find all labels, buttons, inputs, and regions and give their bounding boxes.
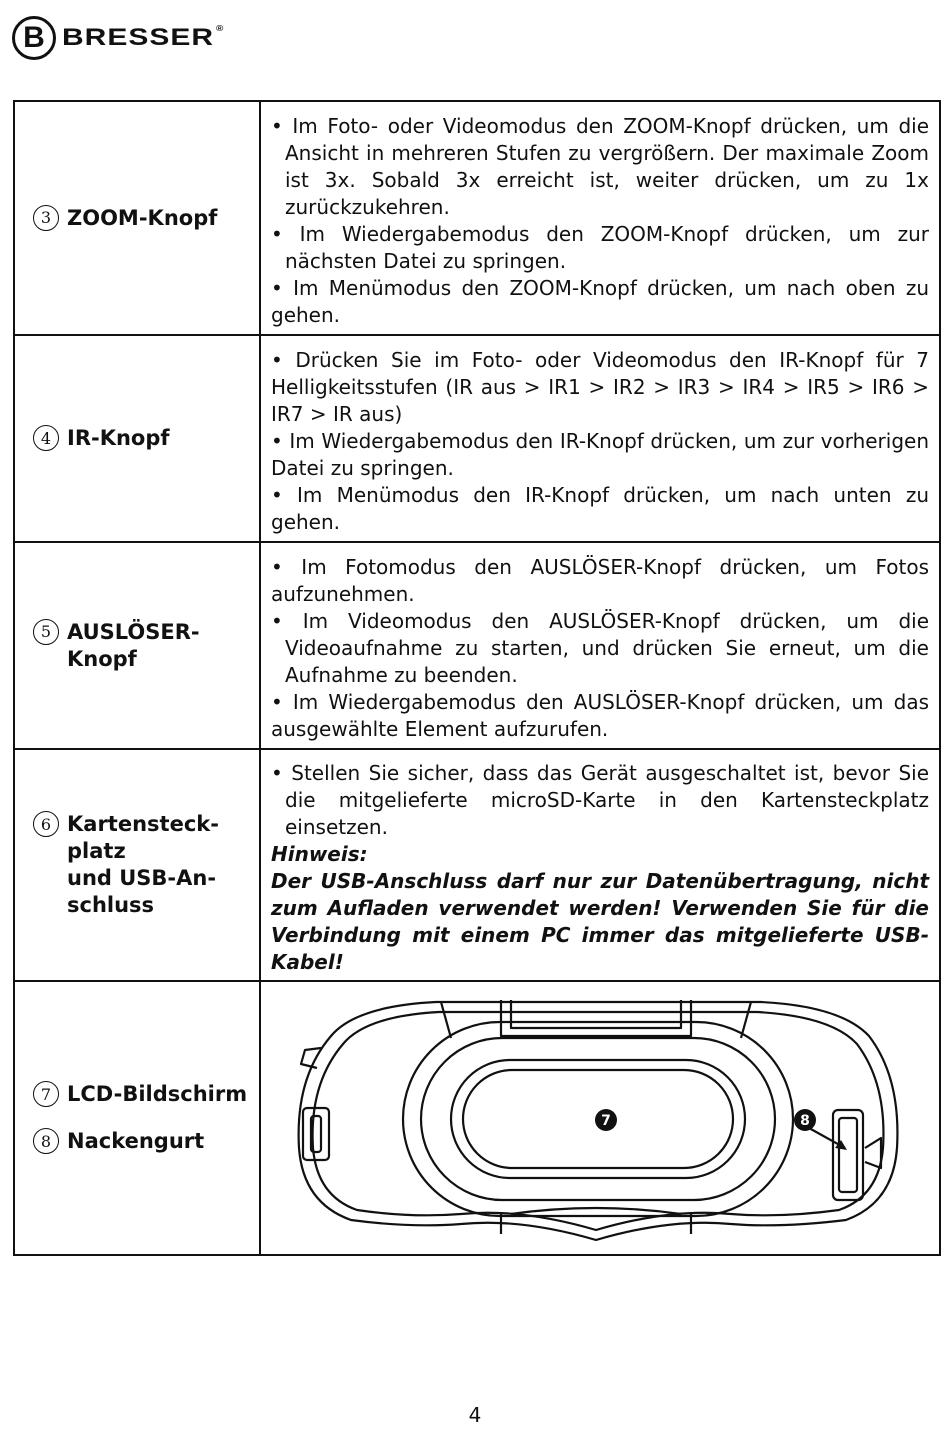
table-row-lcd-strap [14,981,940,1255]
number-badge: 4 [33,425,59,451]
control-label: LCD-Bildschirm [67,1082,248,1106]
control-label: ZOOM-Knopf [67,205,218,230]
label-cell [14,981,260,1255]
label-cell [14,101,260,335]
bullet-item: • Im Videomodus den AUSLÖSER-Knopf drücken, um die Videoaufnahme zu starten, und drücken Sie erneut, um die Aufnahme zu beenden. [271,609,929,687]
bullet-item: • Drücken Sie im Foto- oder Videomodus den IR-Knopf für 7 Helligkeitsstufen (IR aus > IR1 > IR2 > IR3 > IR4 > IR5 > IR6 > IR7 > IR aus) [271,348,929,426]
note-title: Hinweis: [271,842,368,866]
bullet-item: • Im Fotomodus den AUSLÖSER-Knopf drücken, um Fotos aufzunehmen. [271,555,929,606]
number-badge: 3 [33,205,59,231]
number-badge: 8 [33,1128,59,1154]
description-cell [260,542,940,749]
number-badge: 6 [33,811,59,837]
control-label: Kartensteck- platz und USB-An- schluss [67,812,219,917]
bullet-item: • Im Menümodus den ZOOM-Knopf drücken, um nach oben zu gehen. [271,276,929,327]
callout-7-label: 7 [601,1113,611,1129]
control-label: IR-Knopf [67,426,170,450]
description-cell [260,749,940,981]
page-number: 4 [468,1403,482,1427]
description-cell [260,335,940,542]
number-badge: 7 [33,1081,59,1107]
bullet-item: • Im Wiedergabemodus den ZOOM-Knopf drücken, um zur nächsten Datei zu springen. [271,222,929,273]
controls-table [13,100,941,1256]
bullet-item: • Im Wiedergabemodus den AUSLÖSER-Knopf drücken, um das ausgewählte Element aufzurufen. [271,690,929,741]
bullet-item: • Im Wiedergabemodus den IR-Knopf drücken, um zur vorherigen Datei zu springen. [271,429,929,480]
registered-mark: ® [216,24,225,34]
description-cell [260,101,940,335]
bullet-item: • Im Menümodus den IR-Knopf drücken, um nach unten zu gehen. [271,483,929,534]
table-row-ir [14,335,940,542]
label-cell [14,542,260,749]
device-rear-illustration [261,988,935,1246]
control-label: Nackengurt [67,1129,205,1153]
bullet-item: • Stellen Sie sicher, dass das Gerät ausgeschaltet ist, bevor Sie die mitgelieferte microSD-Karte in den Kartensteckplatz einsetzen. [271,761,929,839]
control-label: AUSLÖSER-Knopf [67,619,200,671]
bullet-item: • Im Foto- oder Videomodus den ZOOM-Knopf drücken, um die Ansicht in mehreren Stufen zu vergrößern. Der maximale Zoom ist 3x. Sobald 3x erreicht ist, weiter drücken, um zu 1x zurückzukehren. [271,114,929,219]
note-text: Der USB-Anschluss darf nur zur Datenübertragung, nicht zum Aufladen verwendet werden! Verwenden Sie für die Verbindung mit einem PC immer das mitgelieferte USB-Kabel! [271,869,929,974]
table-row-zoom [14,101,940,335]
label-cell [14,335,260,542]
illustration-cell [260,981,940,1255]
table-row-card-usb [14,749,940,981]
brand-logo [12,16,224,60]
brand-name: BRESSER ® [62,24,225,51]
number-badge: 5 [33,619,59,645]
label-cell [14,749,260,981]
callout-8-label: 8 [800,1113,810,1129]
brand-logo-mark: B [12,16,56,60]
table-row-shutter [14,542,940,749]
